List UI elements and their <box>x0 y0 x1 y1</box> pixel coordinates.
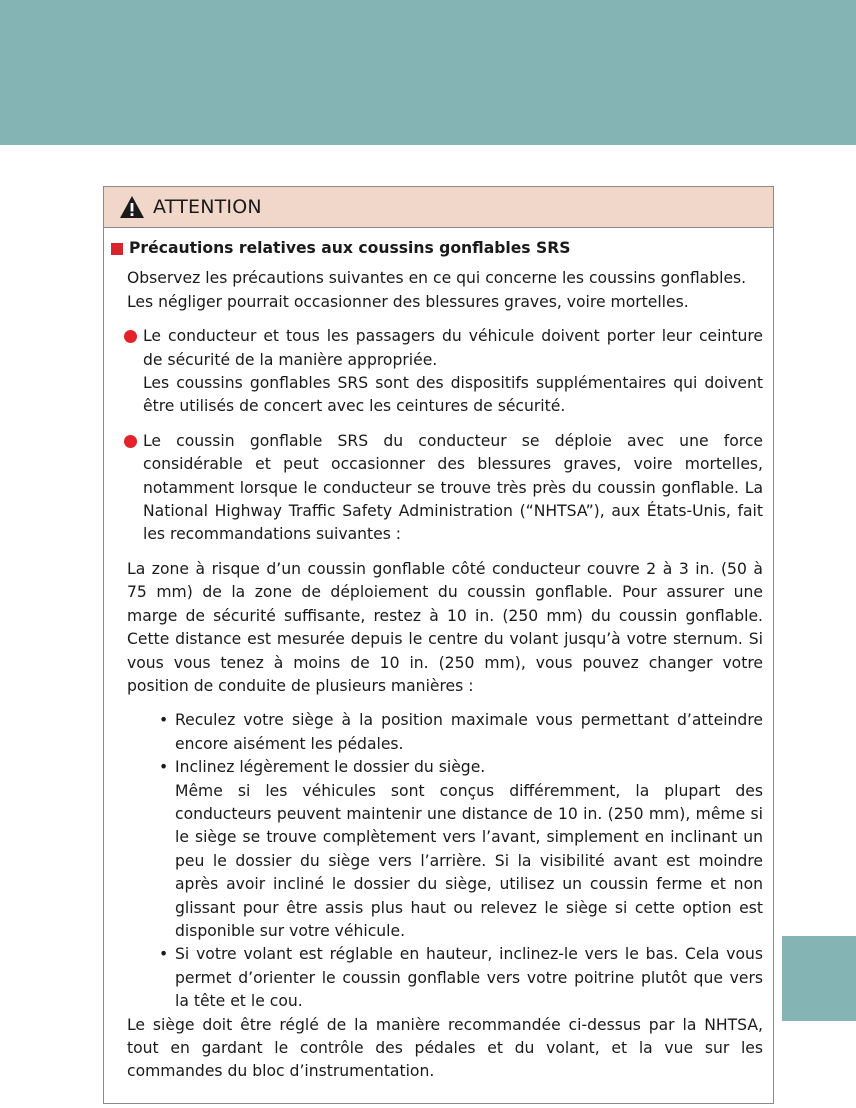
bullet-text: Inclinez légèrement le dossier du siège. <box>175 758 486 777</box>
closing-paragraph: Le siège doit être réglé de la manière recommandée ci-dessus par la NHTSA, tout en gardant le contrôle des pédales et du volant, et la vue sur les commandes du bloc d’instrumentation. <box>127 1015 763 1081</box>
warning-triangle-icon <box>119 195 145 219</box>
bullet-text: Si votre volant est réglable en hauteur, inclinez-le vers le bas. Cela vous permet d’orienter le coussin gonflable vers votre poitrine plutôt que vers la tête et le cou. <box>175 945 763 1011</box>
bullet-subtext: Même si les véhicules sont conçus différemment, la plupart des conducteurs peuvent maintenir une distance de 10 in. (250 mm), même si le siège se trouve complètement vers l’avant, simplement en inclinant un peu le dossier du siège vers l’arrière. Si la visibilité avant est moindre après avoir incliné le dossier du siège, utilisez un coussin ferme et non glissant pour être assis plus haut ou relevez le siège si cette option est disponible sur votre véhicule. <box>175 781 763 940</box>
intro-paragraph <box>127 267 763 314</box>
attention-box <box>103 186 774 1104</box>
chapter-side-tab <box>782 936 856 1021</box>
attention-content <box>104 228 773 1084</box>
attention-title: ATTENTION <box>153 196 262 218</box>
bullet-list <box>159 709 763 1013</box>
intro-line-2: Les négliger pourrait occasionner des blessures graves, voire mortelles. <box>127 292 689 311</box>
red-bullet-icon <box>124 435 137 448</box>
list-item <box>143 325 763 419</box>
list-item-text: Le coussin gonflable SRS du conducteur se déploie avec une force considérable et peut occasionner des blessures graves, voire mortelles, notamment lorsque le conducteur se trouve très près du coussin gonflable. La National Highway Traffic Safety Administration (“NHTSA”), aux États-Unis, fait les recommandations suivantes : <box>143 431 763 544</box>
bullet-mark: • <box>159 758 169 777</box>
section-title: Précautions relatives aux coussins gonflables SRS <box>129 239 571 257</box>
bullet-text: Reculez votre siège à la position maximale vous permettant d’atteindre encore aisément les pédales. <box>175 711 763 753</box>
list-item-subtext: Les coussins gonflables SRS sont des dispositifs supplémentaires qui doivent être utilisés de concert avec les ceintures de sécurité. <box>143 374 763 416</box>
bullet-item <box>159 756 763 943</box>
intro-line-1: Observez les précautions suivantes en ce qui concerne les coussins gonflables. <box>127 269 747 288</box>
bullet-item <box>159 943 763 1013</box>
red-bullet-icon <box>124 330 137 343</box>
zone-paragraph: La zone à risque d’un coussin gonflable côté conducteur couvre 2 à 3 in. (50 à 75 mm) de la zone de déploiement du coussin gonflable. Pour assurer une marge de sécurité suffisante, restez à 10 in. (250 mm) du coussin gonflable. Cette distance est mesurée depuis le centre du volant jusqu’à votre sternum. Si vous vous tenez à moins de 10 in. (250 mm), vous pouvez changer votre position de conduite de plusieurs manières : <box>127 559 763 695</box>
list-item-text: Le conducteur et tous les passagers du véhicule doivent porter leur ceinture de sécurité de la manière appropriée. <box>143 327 763 369</box>
section-heading <box>111 237 763 260</box>
bullet-mark: • <box>159 711 169 730</box>
red-square-icon <box>111 243 123 255</box>
top-color-band <box>0 0 856 145</box>
bullet-item <box>159 709 763 756</box>
attention-header <box>104 187 773 228</box>
bullet-mark: • <box>159 945 169 964</box>
list-item <box>143 430 763 547</box>
